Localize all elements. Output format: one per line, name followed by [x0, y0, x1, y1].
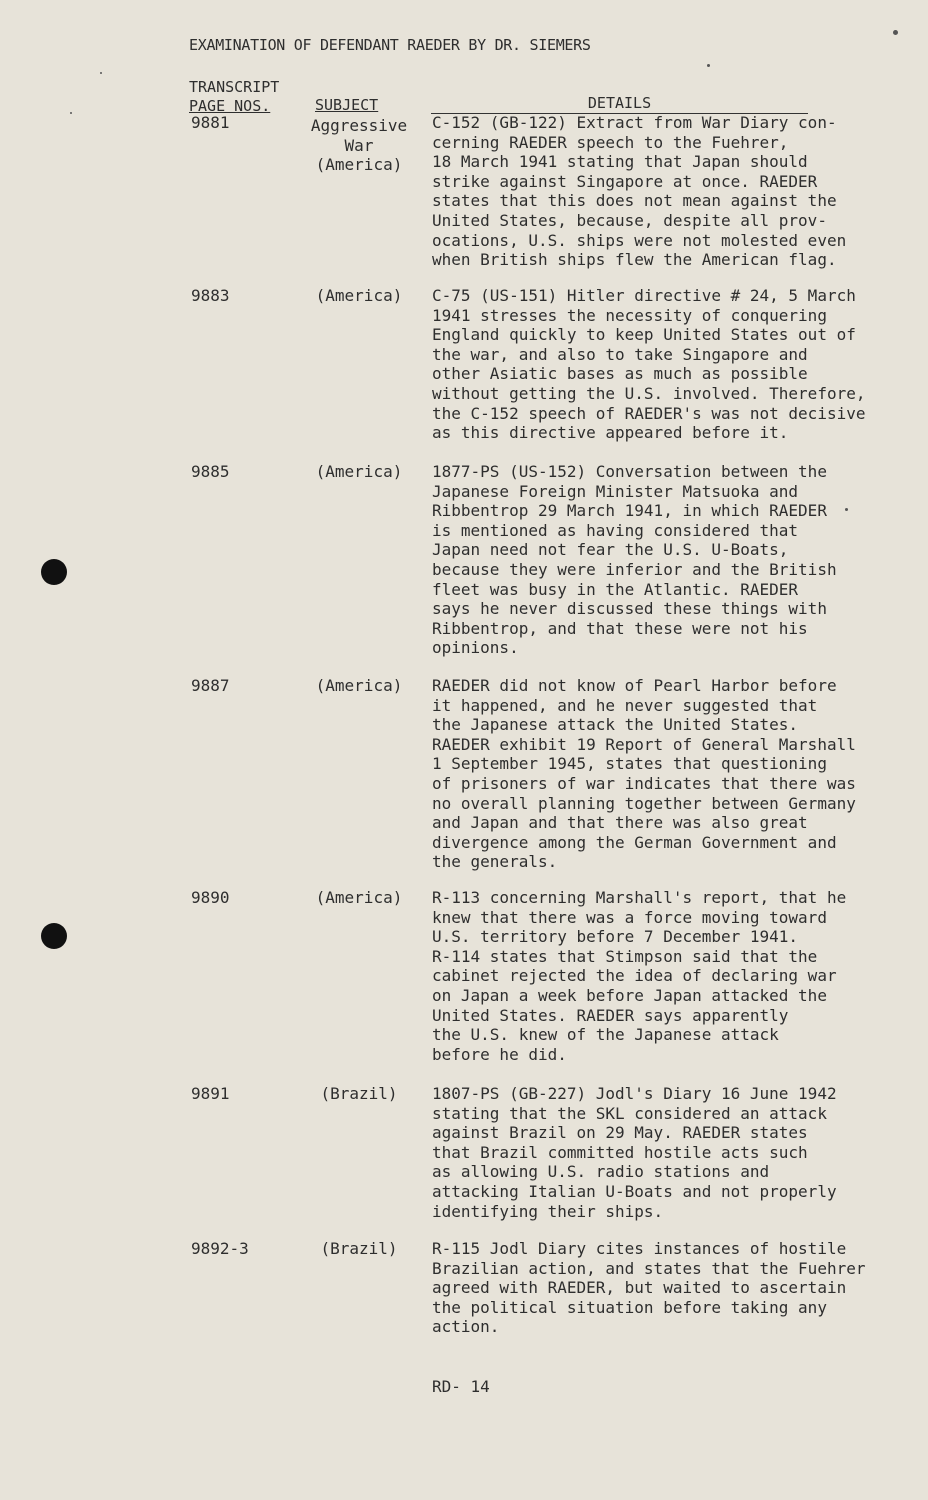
details-line: Ribbentrop, and that these were not his [432, 618, 808, 638]
details-line: and Japan and that there was also great [432, 813, 808, 833]
details-line: states that this does not mean against the [432, 191, 837, 211]
subject-line: (America) [315, 676, 403, 695]
subject-line: (America) [315, 286, 403, 305]
details-line: as this directive appeared before it. [432, 423, 789, 443]
details-line: before he did. [432, 1044, 567, 1064]
details-line: identifying their ships. [432, 1201, 664, 1221]
details-line: the war, and also to take Singapore and [432, 344, 808, 364]
details-line: fleet was busy in the Atlantic. RAEDER [432, 579, 799, 599]
details-line: cabinet rejected the idea of declaring war [432, 966, 837, 986]
subject [305, 676, 413, 696]
subject-line: (America) [315, 462, 403, 481]
details-line: United States, because, despite all prov- [432, 210, 827, 230]
details-line: cerning RAEDER speech to the Fuehrer, [432, 132, 789, 152]
transcript-page-number: 9881 [191, 113, 230, 132]
details-line: U.S. territory before 7 December 1941. [432, 927, 799, 947]
details-line: agreed with RAEDER, but waited to ascertain [432, 1278, 847, 1298]
details-line: England quickly to keep United States out of [432, 325, 856, 345]
subject-line: (America) [315, 155, 403, 175]
details-line: says he never discussed these things with [432, 599, 827, 619]
transcript-page-number: 9891 [191, 1084, 230, 1103]
details [432, 1239, 892, 1337]
details-line: against Brazil on 29 May. RAEDER states [432, 1123, 808, 1143]
speck [100, 72, 102, 74]
details-line: knew that there was a force moving toward [432, 907, 827, 927]
details-line: C-75 (US-151) Hitler directive # 24, 5 March [432, 286, 856, 305]
details-line: other Asiatic bases as much as possible [432, 364, 808, 384]
subject-line: (Brazil) [320, 1084, 398, 1103]
punch-hole-top [41, 559, 67, 585]
details-line: 1807-PS (GB-227) Jodl's Diary 16 June 1942 [432, 1084, 837, 1103]
details-line: strike against Singapore at once. RAEDER [432, 171, 818, 191]
details [432, 676, 892, 872]
subject [305, 888, 413, 908]
details-line: on Japan a week before Japan attacked the [432, 985, 827, 1005]
details [432, 113, 892, 270]
subject-line: War [344, 135, 374, 155]
subject-line: (Brazil) [320, 1239, 398, 1258]
transcript-page-number: 9885 [191, 462, 230, 481]
subject [305, 116, 413, 175]
details [432, 462, 892, 658]
details-line: Ribbentrop 29 March 1941, in which RAEDER [432, 501, 827, 521]
header-transcript-line2: PAGE NOS. [189, 97, 271, 115]
details-line: the political situation before taking any [432, 1297, 827, 1317]
details-line: RAEDER exhibit 19 Report of General Marshall [432, 734, 856, 754]
details-line: it happened, and he never suggested that [432, 695, 818, 715]
speck [893, 30, 898, 35]
details-line: ocations, U.S. ships were not molested even [432, 230, 847, 250]
details-line: without getting the U.S. involved. Therefore, [432, 383, 866, 403]
subject-line: (America) [315, 888, 403, 907]
header-subject: SUBJECT [315, 96, 379, 114]
transcript-page-number: 9887 [191, 676, 230, 695]
details-line: C-152 (GB-122) Extract from War Diary con- [432, 113, 837, 132]
details-line: 18 March 1941 stating that Japan should [432, 152, 808, 172]
subject [305, 286, 413, 306]
details-line: opinions. [432, 638, 519, 658]
details [432, 286, 892, 443]
details-line: 1941 stresses the necessity of conquering [432, 305, 827, 325]
details-line: the Japanese attack the United States. [432, 715, 799, 735]
details-line: United States. RAEDER says apparently [432, 1005, 789, 1025]
punch-hole-bottom [41, 923, 67, 949]
header-details: DETAILS [431, 94, 808, 114]
details [432, 888, 892, 1064]
details-line: R-115 Jodl Diary cites instances of hostile [432, 1239, 847, 1258]
details-line: divergence among the German Government and [432, 832, 837, 852]
details-line: Brazilian action, and states that the Fuehrer [432, 1258, 866, 1278]
page-title: EXAMINATION OF DEFENDANT RAEDER BY DR. SIEMERS [189, 36, 591, 54]
details-line: is mentioned as having considered that [432, 520, 799, 540]
transcript-page-number: 9890 [191, 888, 230, 907]
details-line: stating that the SKL considered an attack [432, 1103, 827, 1123]
details-line: of prisoners of war indicates that there was [432, 773, 856, 793]
subject-line: Aggressive [310, 116, 408, 135]
subject [305, 1239, 413, 1259]
speck [707, 64, 710, 67]
details-line: when British ships flew the American flag. [432, 250, 837, 270]
details-line: the U.S. knew of the Japanese attack [432, 1025, 779, 1045]
details-line: because they were inferior and the British [432, 559, 837, 579]
details [432, 1084, 892, 1221]
details-line: the generals. [432, 852, 558, 872]
details-line: as allowing U.S. radio stations and [432, 1162, 770, 1182]
details-line: Japanese Foreign Minister Matsuoka and [432, 481, 799, 501]
details-line: R-113 concerning Marshall's report, that he [432, 888, 847, 907]
details-line: R-114 states that Stimpson said that the [432, 946, 818, 966]
subject [305, 462, 413, 482]
details-line: attacking Italian U-Boats and not properly [432, 1181, 837, 1201]
details-line: no overall planning together between Germany [432, 793, 856, 813]
header-transcript-line1: TRANSCRIPT [189, 78, 280, 96]
transcript-page-number: 9892-3 [191, 1239, 249, 1258]
transcript-page-number: 9883 [191, 286, 230, 305]
header-transcript [189, 78, 279, 116]
details-line: Japan need not fear the U.S. U-Boats, [432, 540, 789, 560]
details-line: the C-152 speech of RAEDER's was not decisive [432, 403, 866, 423]
details-line: 1 September 1945, states that questioning [432, 754, 827, 774]
speck [70, 112, 72, 114]
details-line: action. [432, 1317, 500, 1337]
details-line: RAEDER did not know of Pearl Harbor before [432, 676, 837, 695]
page-footer: RD- 14 [432, 1377, 490, 1396]
details-line: 1877-PS (US-152) Conversation between the [432, 462, 827, 481]
subject [305, 1084, 413, 1104]
details-line: that Brazil committed hostile acts such [432, 1142, 808, 1162]
